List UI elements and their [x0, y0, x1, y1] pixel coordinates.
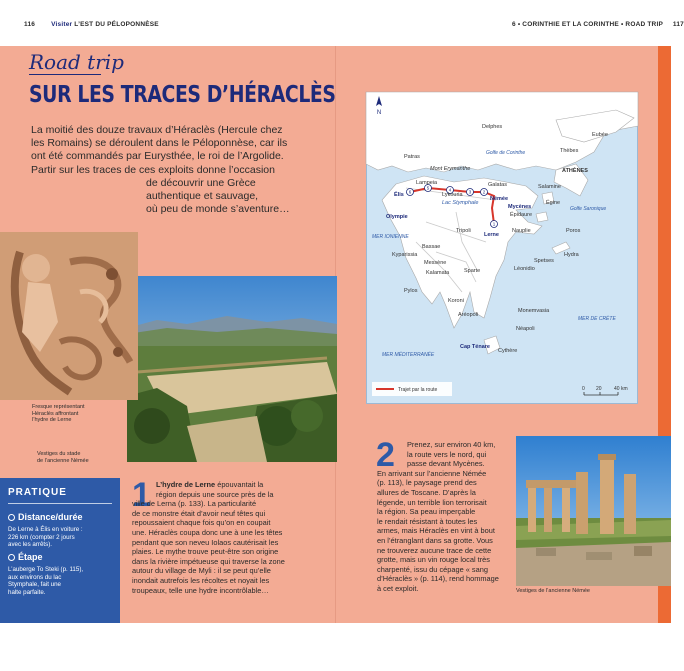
svg-text:Poros: Poros: [566, 228, 581, 234]
svg-text:Égine: Égine: [546, 200, 561, 206]
temple-photo: [516, 436, 671, 586]
svg-text:MER IONIENNE: MER IONIENNE: [372, 234, 409, 240]
section-label: L’EST DU PÉLOPONNÈSE: [74, 21, 159, 28]
svg-text:Galatas: Galatas: [488, 182, 507, 188]
svg-text:Messène: Messène: [424, 260, 447, 266]
caption-relief: [32, 404, 85, 424]
distance-heading: Distance/durée: [8, 512, 83, 522]
kicker-underline: [29, 74, 101, 75]
svg-text:Tripoli: Tripoli: [456, 228, 471, 234]
svg-text:20: 20: [596, 386, 602, 392]
caption-line: Fresque représentant: [32, 404, 85, 410]
svg-text:Nauplie: Nauplie: [512, 228, 531, 234]
svg-text:Mycènes: Mycènes: [508, 204, 532, 210]
intro-line: de découvrir une Grèce: [146, 176, 256, 189]
pratique-box: [0, 478, 120, 623]
route-map: [366, 92, 638, 404]
step1-title: L’hydre de Lerne: [156, 480, 216, 489]
svg-text:Kyparissia: Kyparissia: [392, 252, 418, 258]
running-head-right: [512, 21, 684, 28]
svg-text:N: N: [376, 110, 382, 116]
stadium-photo: [127, 276, 337, 462]
distance-text: De Lerne à Élis en voiture : 226 km (compter 2 jours avec les arrêts).: [8, 526, 83, 549]
step-number-2: 2: [376, 436, 395, 474]
caption-line: Héraclès affrontant: [32, 410, 79, 417]
running-head-left: [24, 21, 159, 28]
svg-text:MER MÉDITERRANÉE: MER MÉDITERRANÉE: [382, 352, 435, 358]
svg-text:Bassae: Bassae: [422, 244, 441, 250]
svg-text:Hydra: Hydra: [564, 252, 579, 258]
intro-line: ont été commandés par Eurysthée, le roi de l’Argolide.: [31, 150, 284, 163]
svg-text:6: 6: [408, 189, 412, 195]
step-number-1: 1: [132, 476, 151, 514]
svg-text:Cap Ténare: Cap Ténare: [460, 344, 490, 350]
caption-line: Vestiges du stade: [37, 451, 81, 457]
svg-text:2: 2: [482, 189, 486, 195]
svg-text:Patras: Patras: [404, 154, 420, 160]
caption-line: de l’ancienne Némée: [37, 457, 89, 464]
section-label-bold: Visiter: [51, 21, 73, 28]
caption-temple: Vestiges de l’ancienne Némée: [516, 588, 590, 594]
step1-text: L’hydre de Lerne épouvantait la région depuis une source près de la ville de Lerna (p. 133). La particularité de ce monstre était d’avoir neuf têtes qui repoussaient chaque fois qu’on en coupait une. Héraclès coupa donc une à une les têtes pendant que son neveu Iolaos cautérisait les plaies. Le mythe trouve peut-être son origine dans la rivière impétueuse qui traverse la zone autour du village de Myli : il se peut qu’elle inondait autrefois les récoltes et noyait les troupeaux, telle une hydre incontrôlable…: [132, 480, 285, 595]
svg-text:Kalamata: Kalamata: [426, 270, 450, 276]
relief-photo: [0, 232, 138, 400]
intro-line: La moitié des douze travaux d’Héraclès (Hercule chez: [31, 124, 283, 136]
clock-icon: [8, 514, 15, 521]
svg-text:Eubée: Eubée: [592, 132, 608, 138]
step2-text: Prenez, sur environ 40 km, la route vers le nord, qui passe devant Mycènes. En arrivant sur l’ancienne Némée (p. 113), le paysage prend des allures de Toscane. D’après la légende, un terrible lion terrorisait la région. Sa peau imperçable le rendait résistant à toutes les armes, mais Héraclès en vint à bout en l’étranglant dans sa grotte. Vous ne trouverez aucune trace de cette grotte, mais un vin rouge local très charpenté, issu du cépage « sang d’Héraclès » (p. 114), rend hommage à cet exploit.: [377, 440, 499, 593]
svg-text:MER DE CRÈTE: MER DE CRÈTE: [578, 316, 616, 322]
svg-text:Koroni: Koroni: [448, 298, 464, 304]
svg-text:Cythère: Cythère: [498, 348, 518, 354]
map-legend-label: Trajet par la route: [398, 387, 438, 393]
svg-text:Delphes: Delphes: [482, 124, 503, 130]
svg-text:Golfe de Corinthe: Golfe de Corinthe: [486, 150, 526, 156]
svg-text:4: 4: [448, 187, 452, 193]
kicker-title: Road trip: [29, 50, 124, 74]
svg-text:Pylos: Pylos: [404, 288, 418, 294]
svg-text:Aréopoli: Aréopoli: [458, 312, 479, 318]
svg-text:Épidaure: Épidaure: [510, 212, 533, 218]
svg-text:3: 3: [468, 189, 472, 195]
svg-text:5: 5: [426, 185, 430, 191]
intro-line: les Romains) se déroulent dans le Péloponnèse, car ils: [31, 137, 288, 150]
svg-text:Sparte: Sparte: [464, 268, 481, 274]
svg-text:Élis: Élis: [394, 192, 404, 198]
pratique-rule: [8, 503, 112, 504]
caption-line: l’hydre de Lerne: [32, 417, 72, 424]
svg-text:1: 1: [492, 221, 496, 227]
intro-line: où peu de monde s’aventure…: [146, 203, 290, 216]
etape-heading: Étape: [8, 552, 43, 562]
svg-text:Néapoli: Néapoli: [516, 326, 535, 332]
intro-line: Partir sur les traces de ces exploits donne l’occasion: [31, 163, 275, 176]
intro-text: [31, 124, 301, 216]
svg-text:Lampeia: Lampeia: [416, 180, 438, 186]
svg-text:Golfe Saronique: Golfe Saronique: [570, 206, 607, 212]
svg-text:Lykouria: Lykouria: [442, 192, 463, 198]
svg-text:Lerne: Lerne: [484, 232, 499, 238]
svg-text:Mont Erymanthe: Mont Erymanthe: [430, 166, 471, 172]
svg-text:0: 0: [582, 386, 585, 392]
svg-text:Lac Stymphale: Lac Stymphale: [442, 200, 479, 206]
svg-text:Léonidio: Léonidio: [514, 266, 535, 272]
page-number-left: 116: [24, 21, 36, 28]
svg-text:Némée: Némée: [490, 196, 509, 202]
svg-text:Salamine: Salamine: [538, 184, 561, 190]
headline: SUR LES TRACES D’HÉRACLÈS: [29, 82, 336, 108]
svg-text:Olympie: Olympie: [386, 214, 408, 220]
svg-text:ATHÈNES: ATHÈNES: [562, 168, 588, 174]
etape-text: L’auberge To Steki (p. 115), aux environs du lac Stymphale, fait une halte parfaite.: [8, 566, 84, 596]
section-label-right: 6 • CORINTHIE ET LA CORINTHE • ROAD TRIP: [512, 21, 663, 28]
pratique-title: PRATIQUE: [8, 487, 67, 498]
pin-icon: [8, 554, 15, 561]
svg-text:Spetses: Spetses: [534, 258, 554, 264]
svg-text:Thèbes: Thèbes: [560, 148, 579, 154]
page-number-right: 117: [672, 21, 684, 28]
caption-stadium: [37, 451, 89, 464]
intro-line: authentique et sauvage,: [146, 190, 259, 203]
svg-text:Monemvasia: Monemvasia: [518, 308, 550, 314]
svg-text:40 km: 40 km: [614, 386, 628, 392]
